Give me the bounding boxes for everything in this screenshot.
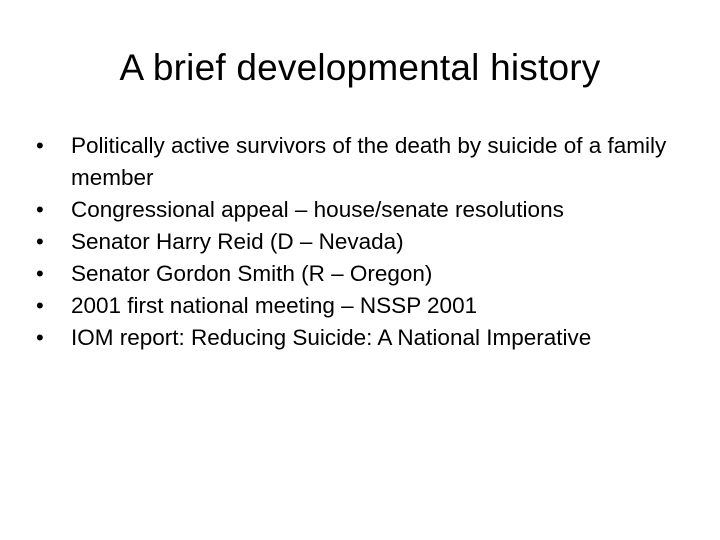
bullet-item <box>36 226 696 258</box>
bullet-item <box>36 258 696 290</box>
bullet-icon: • <box>36 229 44 254</box>
bullet-icon: • <box>36 261 44 286</box>
bullet-icon: • <box>36 133 44 158</box>
bullet-icon: • <box>36 197 44 222</box>
bullet-icon: • <box>36 293 44 318</box>
bullet-icon: • <box>36 325 44 350</box>
bullet-item <box>36 130 696 194</box>
bullet-text: Senator Harry Reid (D – Nevada) <box>71 229 404 254</box>
bullet-text: Senator Gordon Smith (R – Oregon) <box>71 261 433 286</box>
bullet-text: Politically active survivors of the death by suicide of a family member <box>71 133 667 190</box>
bullet-item <box>36 290 696 322</box>
bullet-list <box>36 130 696 354</box>
bullet-text: Congressional appeal – house/senate resolutions <box>71 197 564 222</box>
bullet-item <box>36 322 696 354</box>
bullet-item <box>36 194 696 226</box>
bullet-text: IOM report: Reducing Suicide: A National Imperative <box>71 325 592 350</box>
slide-title: A brief developmental history <box>119 47 601 88</box>
bullet-text: 2001 first national meeting – NSSP 2001 <box>71 293 478 318</box>
